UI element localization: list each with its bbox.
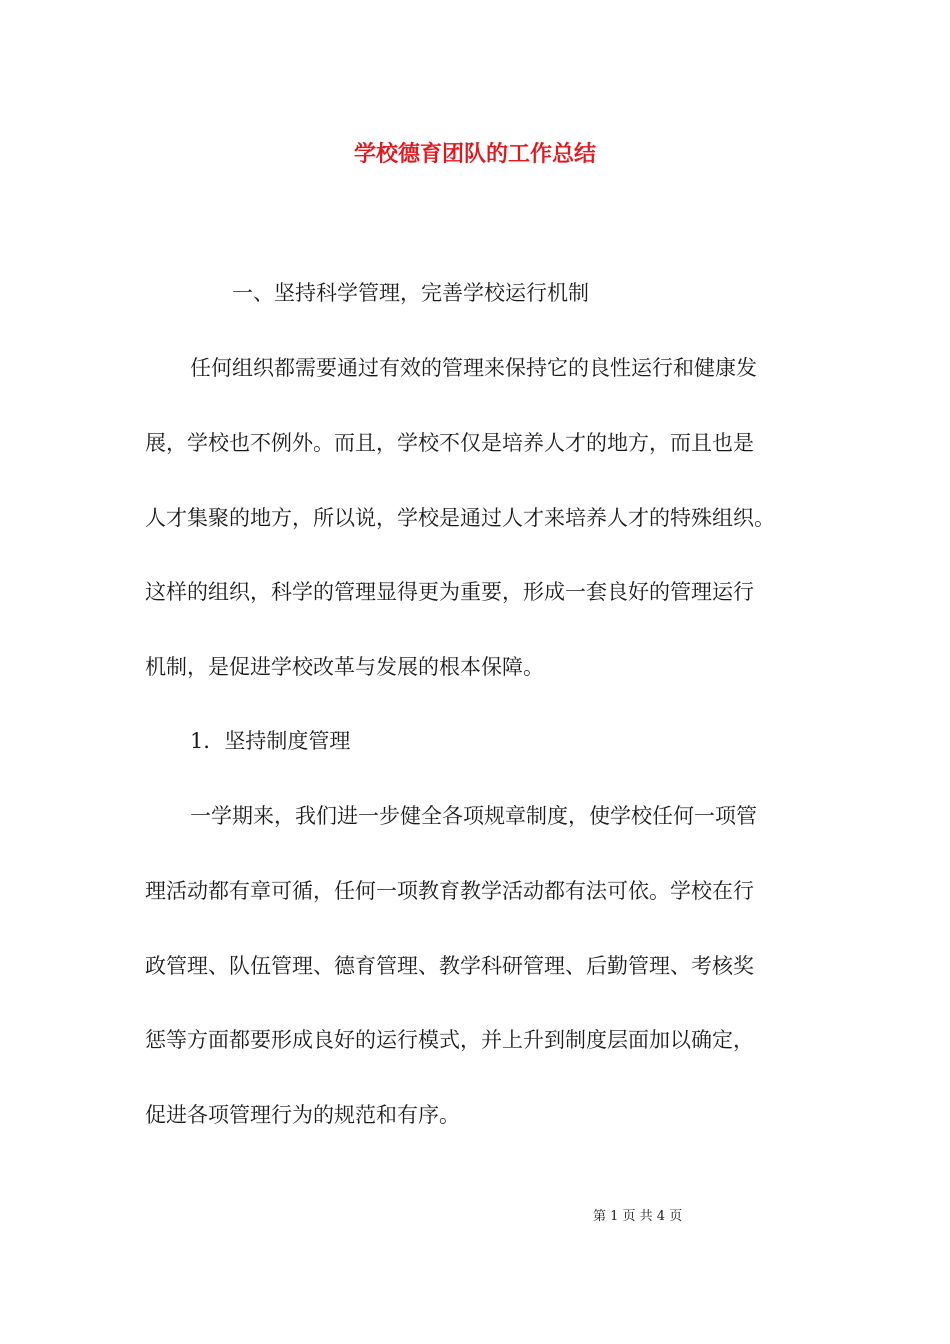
paragraph-line: 人才集聚的地方，所以说，学校是通过人才来培养人才的特殊组织。: [145, 506, 775, 530]
paragraph-line: 机制，是促进学校改革与发展的根本保障。: [145, 655, 544, 679]
paragraph-line: 任何组织都需要通过有效的管理来保持它的良性运行和健康发: [190, 356, 757, 380]
section-heading: 一、坚持科学管理，完善学校运行机制: [232, 281, 589, 305]
paragraph-line: 一学期来，我们进一步健全各项规章制度，使学校任何一项管: [190, 804, 757, 828]
paragraph-line: 政管理、队伍管理、德育管理、教学科研管理、后勤管理、考核奖: [145, 954, 754, 978]
subsection-heading: 1．坚持制度管理: [190, 729, 351, 753]
paragraph-line: 理活动都有章可循，任何一项教育教学活动都有法可依。学校在行: [145, 879, 754, 903]
paragraph-line: 促进各项管理行为的规范和有序。: [145, 1103, 460, 1127]
paragraph-line: 展，学校也不例外。而且，学校不仅是培养人才的地方，而且也是: [145, 431, 754, 455]
document-title: 学校德育团队的工作总结: [353, 141, 596, 167]
page-number-footer: 第 1 页 共 4 页: [593, 1209, 683, 1224]
paragraph-line: 惩等方面都要形成良好的运行模式，并上升到制度层面加以确定，: [145, 1028, 754, 1052]
paragraph-line: 这样的组织，科学的管理显得更为重要，形成一套良好的管理运行: [145, 580, 754, 604]
